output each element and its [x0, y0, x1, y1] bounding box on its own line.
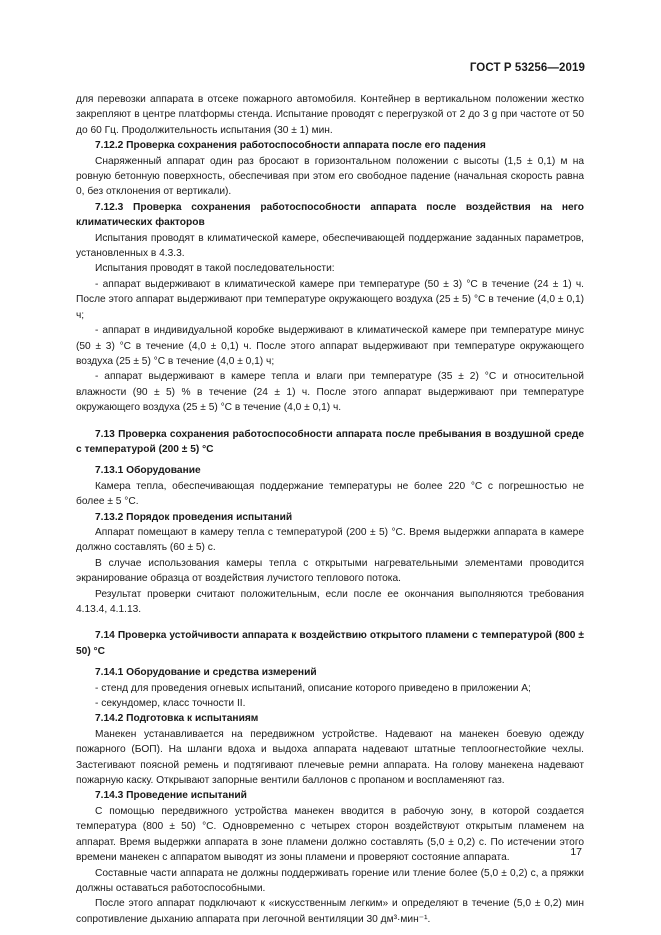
list-item: - аппарат выдерживают в климатической камере при температуре (50 ± 3) °С в течение (24 ± 1) ч. После этого аппарат выдерживают при температуре окружающего воздуха (25 ± 5) °С в течение (4,0 ± 0,1) ч;	[76, 278, 584, 321]
subsection-heading: 7.14.2 Подготовка к испытаниям	[95, 713, 259, 725]
list-item: - аппарат выдерживают в камере тепла и влаги при температуре (35 ± 2) °С и относительной влажности (90 ± 5) % в течение (24 ± 1) ч. После этого аппарат выдерживают при температуре окружающего воздуха (25 ± 5) °С в течение (4,0 ± 0,1) ч.	[76, 371, 584, 414]
paragraph: После этого аппарат подключают к «искусственным легким» и определяют в течение (5,0 ± 0,2) мин сопротивление дыханию аппарата при легочной вентиляции 30 дм³·мин⁻¹.	[76, 898, 584, 925]
paragraph: В случае использования камеры тепла с открытыми нагревательными элементами проводится экранирование образца от воздействия лучистого теплового потока.	[76, 557, 584, 585]
paragraph: Испытания проводят в климатической камере, обеспечивающей поддержание заданных параметров, установленных в 4.3.3.	[76, 232, 584, 260]
section-heading: 7.13 Проверка сохранения работоспособности аппарата после пребывания в воздушной среде с температурой (200 ± 5) °С	[76, 428, 584, 455]
section-heading: 7.12.2 Проверка сохранения работоспособности аппарата после его падения	[95, 140, 486, 152]
paragraph: Камера тепла, обеспечивающая поддержание температуры не более 220 °С с погрешностью не более ± 5 °С.	[76, 480, 584, 508]
paragraph: Снаряженный аппарат один раз бросают в горизонтальном положении с высоты (1,5 ± 0,1) м на ровную бетонную поверхность, обеспечивая при этом его свободное падение (начальная скорость равна 0, без отклонения от вертикали).	[76, 155, 584, 198]
document-header: ГОСТ Р 53256—2019	[469, 62, 585, 74]
list-item: - аппарат в индивидуальной коробке выдерживают в климатической камере при температуре минус (50 ± 3) °С в течение (4,0 ± 0,1) ч. После этого аппарат выдерживают при температуре окружающего воздуха (25 ± 5) °С в течение (4,0 ± 0,1) ч;	[76, 325, 584, 367]
page-number: 17	[570, 846, 582, 858]
paragraph: Составные части аппарата не должны поддерживать горение или тление более (5,0 ± 0,2) с, а пряжки должны оставаться работоспособными.	[76, 867, 584, 894]
paragraph: С помощью передвижного устройства манекен вводится в рабочую зону, в которой создается температура (800 ± 50) °С. Одновременно с четырех сторон воздействуют открытым пламенем на аппарат. Время выдержки аппарата в зоне пламени должно составлять (5,0 ± 0,2) с. По истечении этого времени манекен с аппаратом выводят из зоны пламени и проверяют состояние аппарата.	[76, 805, 584, 864]
subsection-heading: 7.13.1 Оборудование	[95, 465, 201, 477]
section-heading: 7.12.3 Проверка сохранения работоспособности аппарата после воздействия на него климатических факторов	[76, 201, 584, 229]
paragraph: для перевозки аппарата в отсеке пожарного автомобиля. Контейнер в вертикальном положении жестко закрепляют в центре платформы стенда. Испытание проводят с перегрузкой от 2 до 3 g при частоте от 50 до 60 Гц. Продолжительность испытания (30 ± 1) мин.	[76, 94, 584, 136]
paragraph: Испытания проводят в такой последовательности:	[95, 263, 335, 275]
list-item: - стенд для проведения огневых испытаний, описание которого приведено в приложении А;	[95, 682, 531, 694]
paragraph: Манекен устанавливается на передвижном устройстве. Надевают на манекен боевую одежду пожарного (БОП). На шланги вдоха и выдоха аппарата надевают штатные теплоогнестойкие чехлы. Застегивают поясной ремень и подтягивают плечевые ремни аппарата. На голову манекена надевают пожарную каску. Открывают запорные вентили баллонов с пропаном и воспламеняют газ.	[76, 728, 584, 787]
paragraph: Аппарат помещают в камеру тепла с температурой (200 ± 5) °С. Время выдержки аппарата в камере должно составлять (60 ± 5) с.	[76, 526, 584, 554]
document-body	[76, 92, 584, 927]
paragraph: Результат проверки считают положительным, если после ее окончания выполняются требования 4.13.4, 4.1.13.	[76, 588, 584, 615]
subsection-heading: 7.14.3 Проведение испытаний	[95, 790, 247, 802]
subsection-heading: 7.13.2 Порядок проведения испытаний	[95, 511, 293, 523]
subsection-heading: 7.14.1 Оборудование и средства измерений	[95, 667, 317, 679]
section-heading: 7.14 Проверка устойчивости аппарата к воздействию открытого пламени с температурой (800 ± 50) °С	[76, 630, 584, 657]
list-item: - секундомер, класс точности II.	[95, 698, 246, 710]
